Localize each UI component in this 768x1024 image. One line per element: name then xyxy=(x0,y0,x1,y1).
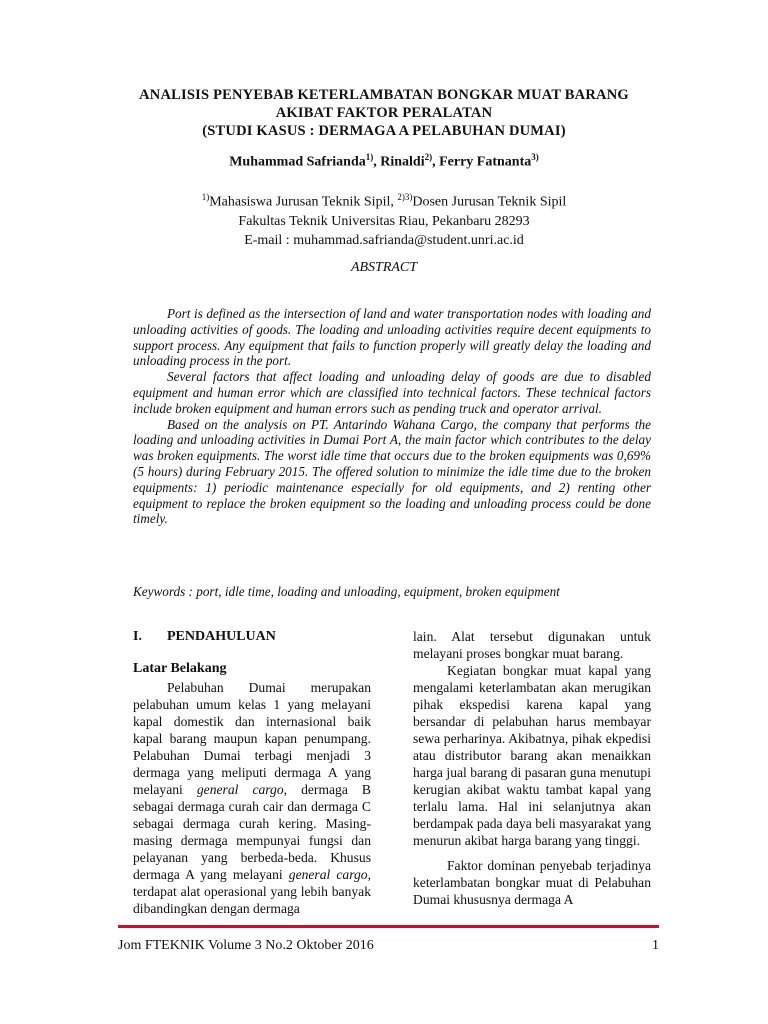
body-paragraph: Kegiatan bongkar muat kapal yang mengalami keterlambatan akan merugikan pihak ekspedisi karena kapal yang bersandar di pelabuhan harus membayar sewa perharinya. Akibatnya, pihak ekpedisi atau distributor barang akan menaikkan harga jual barang di pasaran guna menutupi kerugian akibat waktu tambat kapal yang terlalu lama. Hal ini selanjutnya akan berdampak pada daya beli masyarakat yang menurun akibat harga barang yang tinggi. xyxy=(413,663,651,848)
affiliation-text: Dosen Jurusan Teknik Sipil xyxy=(412,194,567,210)
author-name: Muhammad Safrianda xyxy=(229,154,366,170)
subsection-heading: Latar Belakang xyxy=(133,661,227,676)
left-column xyxy=(133,628,371,917)
section-title: PENDAHULUAN xyxy=(167,629,276,644)
body-text: , terdapat alat operasional yang lebih banyak dibandingkan dengan dermaga xyxy=(133,867,372,916)
author-sup: 3) xyxy=(531,152,539,162)
page-footer xyxy=(118,938,659,954)
body-text: , dermaga B sebagai dermaga curah cair dan dermaga C sebagai dermaga curah kering. Masing-masing dermaga mempunyai fungsi dan pelayanan yang berbeda-beda. Khusus dermaga A yang melayani xyxy=(133,782,371,882)
body-paragraph: lain. Alat tersebut digunakan untuk melayani proses bongkar muat barang. xyxy=(413,629,651,661)
abstract-heading: ABSTRACT xyxy=(350,260,418,275)
abstract-paragraph: Several factors that affect loading and unloading delay of goods are due to disabled equipment and human error which are classified into technical factors. These technical factors include broken equipment and human errors such as pending truck and operator arrival. xyxy=(133,369,651,416)
affiliation-line-2: Fakultas Teknik Universitas Riau, Pekanbaru 28293 xyxy=(238,213,530,229)
affiliation-text: Mahasiswa Jurusan Teknik Sipil, xyxy=(209,194,398,210)
paper-title xyxy=(0,86,768,140)
author-sup: 2) xyxy=(424,152,433,162)
body-italic: general cargo xyxy=(196,782,284,797)
section-number: I. xyxy=(133,629,142,644)
section-heading xyxy=(133,628,371,645)
right-column xyxy=(413,628,651,908)
journal-name: Jom FTEKNIK Volume 3 No.2 Oktober 2016 xyxy=(118,938,374,953)
title-line-1: ANALISIS PENYEBAB KETERLAMBATAN BONGKAR MUAT BARANG xyxy=(139,87,629,103)
author-sup: 1) xyxy=(365,152,374,162)
abstract-body xyxy=(133,306,651,527)
body-text: Pelabuhan Dumai merupakan pelabuhan umum kelas 1 yang melayani kapal domestik dan internasional baik kapal barang maupun kapan penumpang. Pelabuhan Dumai terbagi menjadi 3 dermaga yang meliputi dermaga A yang melayani xyxy=(133,680,371,797)
affiliation-block xyxy=(0,188,768,250)
author-list: Muhammad Safrianda$^{1)}$, Rinaldi$^{2)}$, Ferry Fatnanta$^{3)}$ xyxy=(229,152,539,170)
body-paragraph: Faktor dominan penyebab terjadinya keterlambatan bongkar muat di Pelabuhan Dumai khususnya dermaga A xyxy=(413,858,651,907)
email-line: E-mail : muhammad.safrianda@student.unri.ac.id xyxy=(244,232,524,248)
abstract-paragraph: Port is defined as the intersection of land and water transportation nodes with loading and unloading activities of goods. The loading and unloading activities require decent equipments to support process. Any equipment that fails to function properly will greatly delay the loading and unloading process in the port. xyxy=(133,306,651,369)
title-line-3: (STUDI KASUS : DERMAGA A PELABUHAN DUMAI) xyxy=(202,123,566,139)
author-name: Ferry Fatnanta xyxy=(439,154,532,170)
title-line-2: AKIBAT FAKTOR PERALATAN xyxy=(275,105,493,121)
author-name: Rinaldi xyxy=(380,154,425,170)
affiliation-line-1 xyxy=(0,188,768,212)
body-italic: general cargo xyxy=(288,867,368,882)
affiliation-sup: 1) xyxy=(201,192,210,202)
keywords: Keywords : port, idle time, loading and unloading, equipment, broken equipment xyxy=(133,584,560,599)
page-number: 1 xyxy=(652,938,659,953)
abstract-paragraph: Based on the analysis on PT. Antarindo Wahana Cargo, the company that performs the loading and unloading activities in Dumai Port A, the main factor which contributes to the delay was broken equipments. The worst idle time that occurs due to the broken equipments was 0,69% (5 hours) during February 2015. The offered solution to minimize the idle time due to the broken equipments: 1) periodic maintenance especially for old equipments, and 2) renting other equipment to replace the broken equipment so the loading and unloading process could be done timely. xyxy=(133,416,651,527)
footer-rule xyxy=(118,925,659,928)
body-paragraph xyxy=(133,679,371,917)
affiliation-sup: 2)3) xyxy=(397,192,413,202)
